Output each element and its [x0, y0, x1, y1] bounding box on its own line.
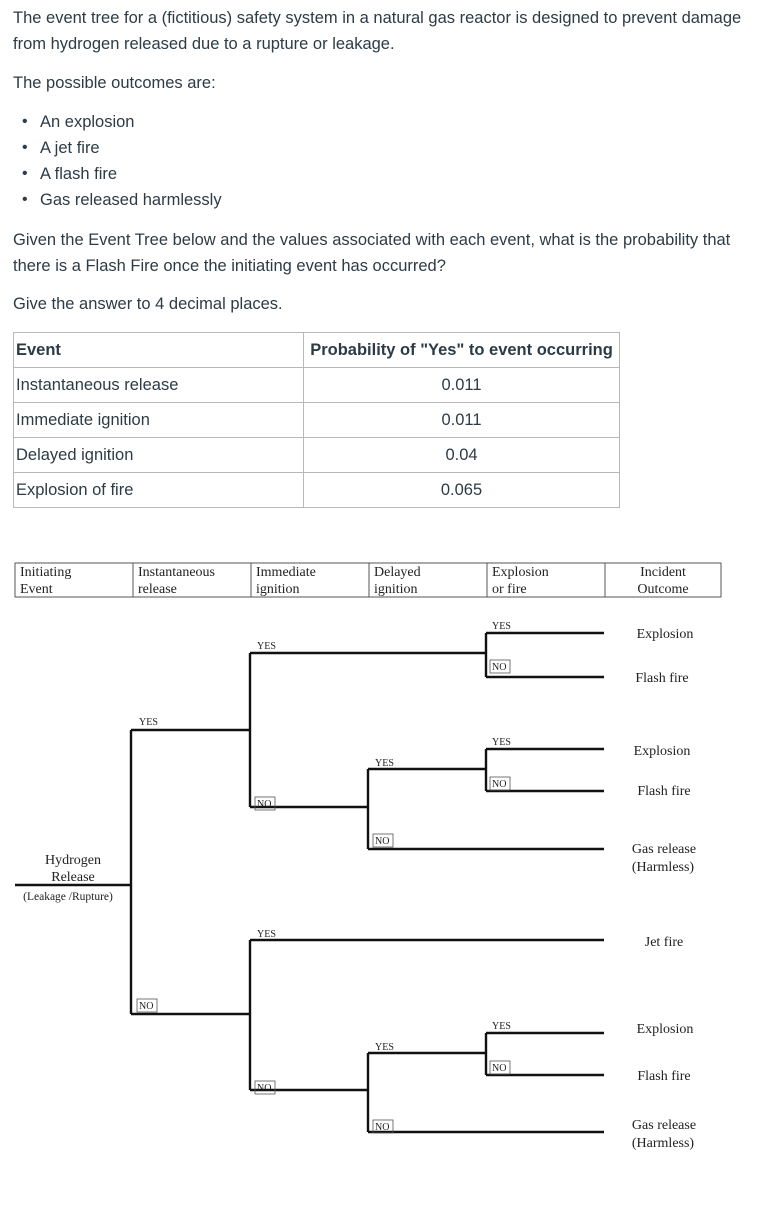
no-label: NO: [257, 799, 272, 810]
outcomes-list: [20, 109, 222, 213]
table-cell-prob: 0.04: [304, 438, 620, 473]
table-cell-event: Explosion of fire: [14, 473, 304, 508]
outcomes-heading: The possible outcomes are:: [13, 74, 216, 92]
table-header-probability: Probability of "Yes" to event occurring: [304, 333, 620, 368]
col-explosion-label-2: or fire: [492, 582, 527, 597]
tree-branches: [15, 633, 604, 1132]
outcome-gas-release: Gas release: [631, 1118, 697, 1133]
instruction: Give the answer to 4 decimal places.: [13, 295, 283, 313]
yes-label: YES: [375, 758, 394, 769]
question-line-1: Given the Event Tree below and the values associated with each event, what is the probability that: [13, 231, 731, 249]
col-immediate-label-2: ignition: [256, 582, 300, 597]
outcome-gas-release-note: (Harmless): [631, 1136, 695, 1151]
no-label: NO: [257, 1083, 272, 1094]
table-cell-event: Delayed ignition: [14, 438, 304, 473]
outcome-flash-fire: Flash fire: [637, 1069, 691, 1084]
branch-labels: [139, 621, 511, 1133]
col-initiating-label-2: Event: [20, 582, 53, 597]
probability-table: [13, 332, 620, 508]
yes-label: YES: [492, 1021, 511, 1032]
no-label: NO: [492, 779, 507, 790]
list-item: • A flash fire: [20, 161, 222, 187]
table-row: [14, 473, 620, 508]
yes-label: YES: [492, 621, 511, 632]
initiating-event-label: Hydrogen: [45, 853, 101, 868]
col-outcome-label-2: Outcome: [637, 582, 689, 597]
initiating-event-note: (Leakage /Rupture): [23, 891, 113, 903]
table-cell-prob: 0.011: [304, 368, 620, 403]
list-item: • Gas released harmlessly: [20, 187, 222, 213]
yes-label: YES: [139, 717, 158, 728]
col-initiating-label: Initiating: [20, 565, 72, 580]
outcome-explosion: Explosion: [636, 627, 694, 642]
col-immediate-label: Immediate: [256, 565, 316, 580]
col-instantaneous-label: Instantaneous: [138, 565, 215, 580]
yes-label: YES: [257, 641, 276, 652]
outcome-explosion: Explosion: [636, 1022, 694, 1037]
outcome-labels: [632, 627, 696, 1151]
table-row: [14, 403, 620, 438]
no-label: NO: [375, 836, 390, 847]
table-cell-prob: 0.065: [304, 473, 620, 508]
no-label: NO: [375, 1122, 390, 1133]
question-line-2: there is a Flash Fire once the initiating event has occurred?: [13, 257, 446, 275]
list-item: • An explosion: [20, 109, 222, 135]
event-tree-diagram: [0, 555, 784, 1165]
yes-label: YES: [492, 737, 511, 748]
no-label: NO: [492, 662, 507, 673]
outcome-jet-fire: Jet fire: [644, 935, 684, 950]
table-cell-prob: 0.011: [304, 403, 620, 438]
intro-line-1: The event tree for a (fictitious) safety system in a natural gas reactor is designed to prevent damage: [13, 9, 742, 27]
outcome-flash-fire: Flash fire: [637, 784, 691, 799]
list-item: • A jet fire: [20, 135, 222, 161]
col-delayed-label: Delayed: [374, 565, 421, 580]
col-delayed-label-2: ignition: [374, 582, 418, 597]
table-header-event: Event: [14, 333, 304, 368]
initiating-event-label-2: Release: [51, 870, 95, 885]
table-cell-event: Instantaneous release: [14, 368, 304, 403]
col-explosion-label: Explosion: [492, 565, 549, 580]
table-cell-event: Immediate ignition: [14, 403, 304, 438]
table-header-row: [14, 333, 620, 368]
col-outcome-label: Incident: [640, 565, 686, 580]
col-instantaneous-label-2: release: [138, 582, 177, 597]
tree-header-box: [15, 563, 721, 597]
no-label: NO: [492, 1063, 507, 1074]
no-label: NO: [139, 1001, 154, 1012]
outcome-gas-release-note: (Harmless): [631, 860, 695, 875]
outcome-explosion: Explosion: [633, 744, 691, 759]
table-row: [14, 368, 620, 403]
outcome-gas-release: Gas release: [631, 842, 697, 857]
yes-label: YES: [375, 1042, 394, 1053]
outcome-flash-fire: Flash fire: [635, 671, 689, 686]
table-row: [14, 438, 620, 473]
yes-label: YES: [257, 929, 276, 940]
intro-line-2: from hydrogen released due to a rupture or leakage.: [13, 35, 395, 53]
